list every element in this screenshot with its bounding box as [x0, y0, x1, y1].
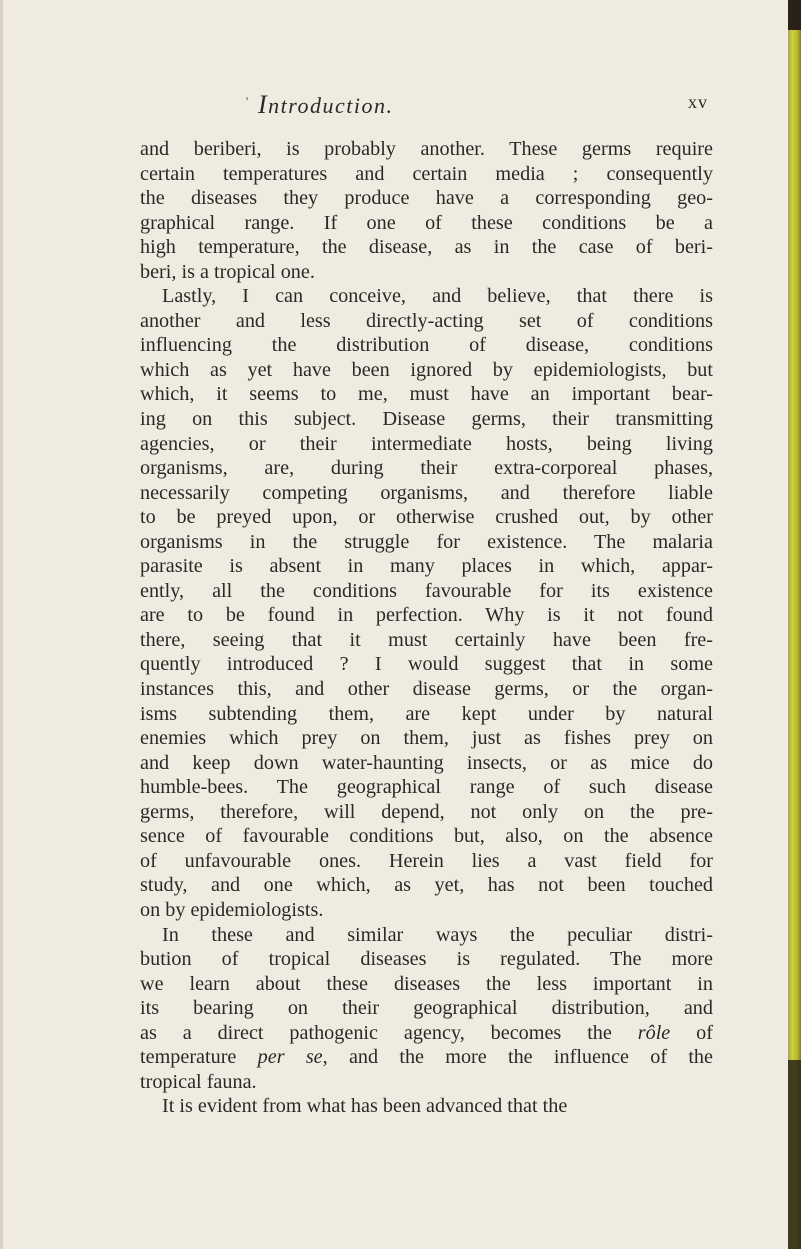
running-header [120, 90, 730, 120]
text-line-34: bution of tropical diseases is regulated. The more [140, 948, 713, 971]
text-line-29: sence of favourable conditions but, also, on the absence [140, 825, 713, 848]
text-line-27: humble-bees. The geographical range of such disease [140, 776, 713, 799]
page-left-edge [0, 0, 3, 1249]
text-line-40: It is evident from what has been advanced that the [162, 1095, 568, 1118]
text-line-7: Lastly, I can conceive, and believe, that there is [162, 285, 713, 308]
page-number: xv [688, 92, 708, 112]
text-line-33: In these and similar ways the peculiar distri- [162, 923, 713, 946]
header-mark: ' [246, 94, 249, 108]
text-line-5: high temperature, the disease, as in the case of beri- [140, 236, 713, 259]
edge-shadow-bottom [788, 1060, 801, 1249]
text-line-26: and keep down water-haunting insects, or as mice do [140, 751, 713, 774]
text-line-22: quently introduced ? I would suggest that in some [140, 653, 713, 676]
text-line-18: parasite is absent in many places in which, appar- [140, 555, 713, 578]
text-line-37: as a direct pathogenic agency, becomes the rôle of [140, 1021, 713, 1044]
text-line-28: germs, therefore, will depend, not only on the pre- [140, 800, 713, 823]
adjacent-page-edge [788, 0, 801, 1249]
text-line-32: on by epidemiologists. [140, 898, 324, 921]
text-line-4: graphical range. If one of these conditions be a [140, 211, 713, 234]
text-line-17: organisms in the struggle for existence. The malaria [140, 530, 713, 553]
text-line-20: are to be found in perfection. Why is it not found [140, 604, 713, 627]
text-line-39: tropical fauna. [140, 1070, 257, 1093]
text-line-3: the diseases they produce have a corresponding geo- [140, 187, 713, 210]
text-line-13: agencies, or their intermediate hosts, being living [140, 432, 713, 455]
edge-shadow-top [788, 0, 801, 30]
text-line-8: another and less directly-acting set of conditions [140, 309, 713, 332]
text-line-12: ing on this subject. Disease germs, their transmitting [140, 408, 713, 431]
text-line-1: and beriberi, is probably another. These germs require [140, 138, 713, 160]
text-line-21: there, seeing that it must certainly have been fre- [140, 628, 713, 651]
text-line-6: beri, is a tropical one. [140, 260, 315, 283]
body-text [140, 137, 713, 1119]
text-line-31: study, and one which, as yet, has not been touched [140, 874, 713, 897]
running-title: Introduction. [258, 90, 394, 119]
text-line-16: to be preyed upon, or otherwise crushed out, by other [140, 506, 713, 529]
text-line-11: which, it seems to me, must have an important bear- [140, 383, 713, 406]
text-line-9: influencing the distribution of disease, conditions [140, 334, 713, 357]
text-line-14: organisms, are, during their extra-corporeal phases, [140, 457, 713, 480]
text-line-15: necessarily competing organisms, and therefore liable [140, 481, 713, 504]
text-line-2: certain temperatures and certain media ; consequently [140, 162, 713, 185]
text-line-24: isms subtending them, are kept under by natural [140, 702, 713, 725]
text-line-36: its bearing on their geographical distribution, and [140, 997, 713, 1020]
text-line-35: we learn about these diseases the less important in [140, 972, 713, 995]
text-line-25: enemies which prey on them, just as fishes prey on [140, 727, 713, 750]
text-line-23: instances this, and other disease germs, or the organ- [140, 678, 713, 701]
text-line-19: ently, all the conditions favourable for its existence [140, 579, 713, 602]
text-line-10: which as yet have been ignored by epidemiologists, but [140, 358, 713, 381]
text-line-38: temperature per se, and the more the influence of the [140, 1046, 713, 1069]
text-line-30: of unfavourable ones. Herein lies a vast field for [140, 849, 713, 872]
